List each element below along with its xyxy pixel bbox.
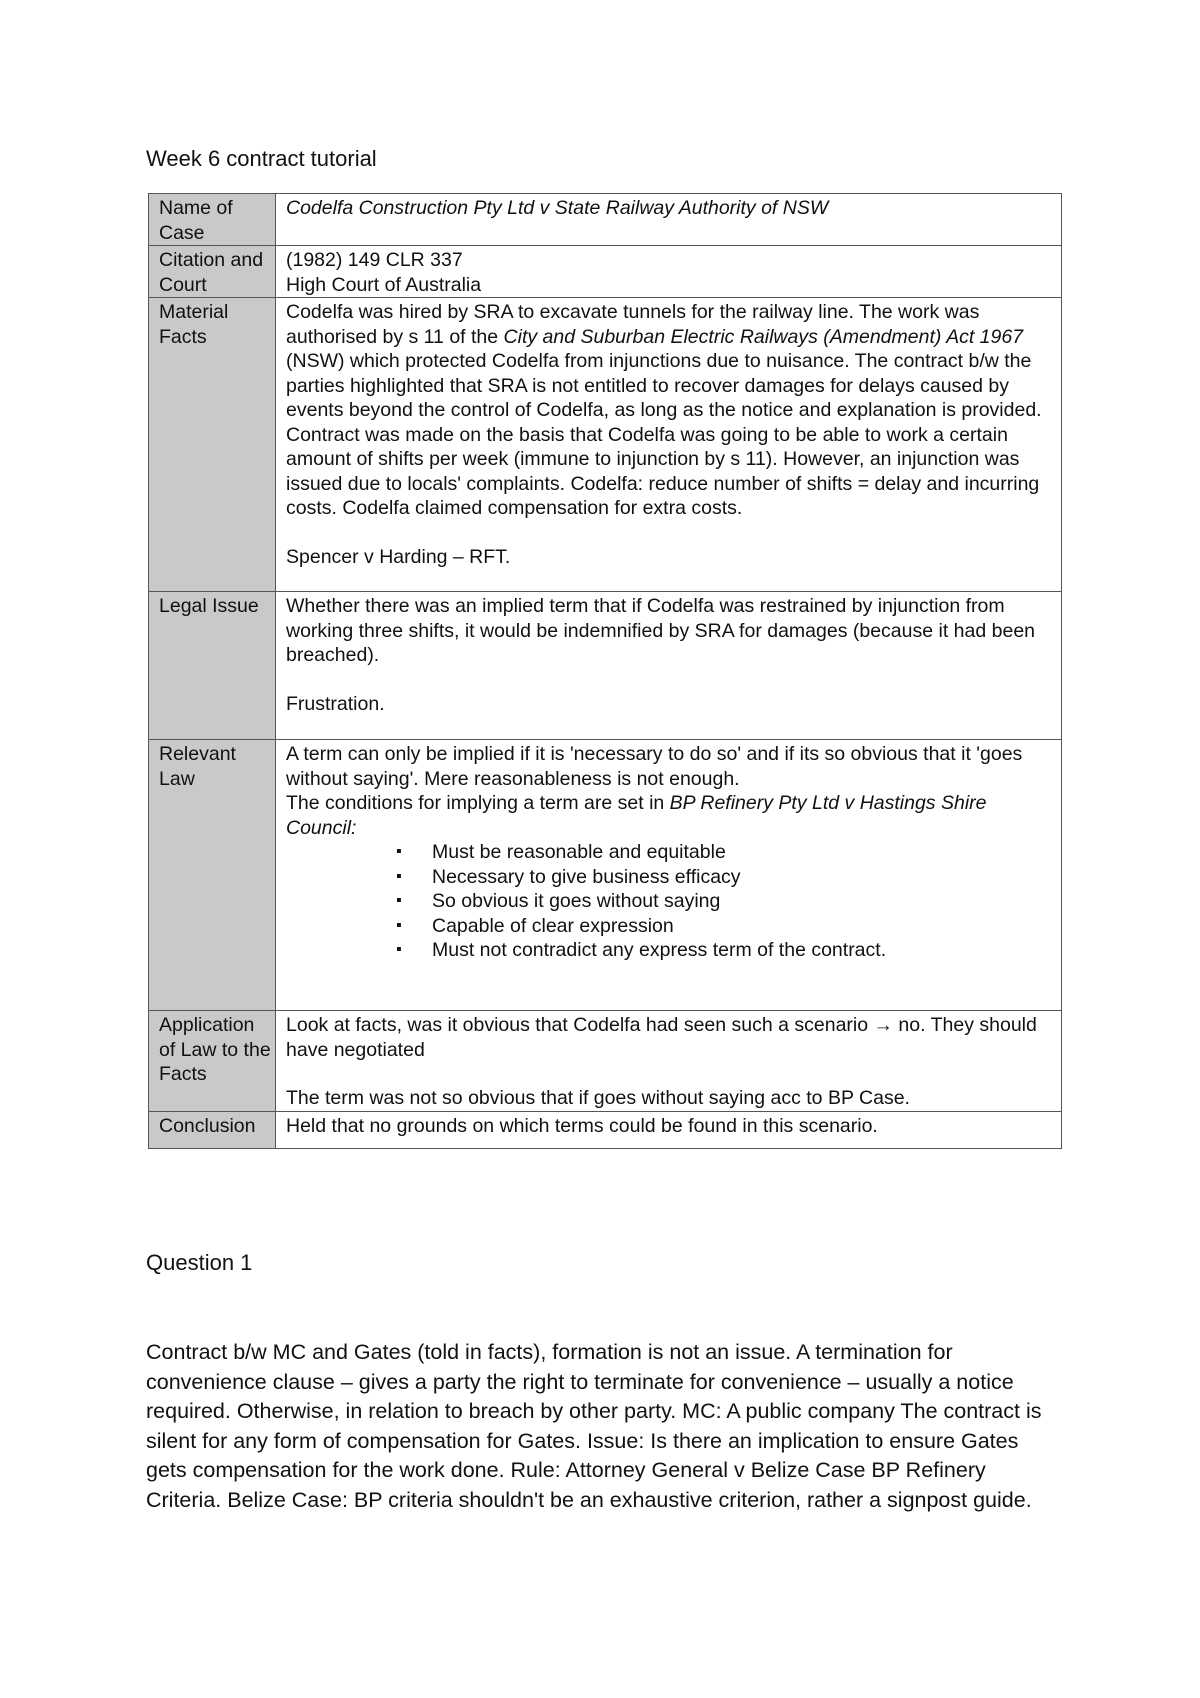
- bp-refinery-case: BP Refinery Pty Ltd v Hastings Shire Council:: [286, 792, 987, 839]
- act-name: City and Suburban Electric Railways (Amendment) Act 1967: [503, 325, 1024, 348]
- question-answer: Contract b/w MC and Gates (told in facts), formation is not an issue. A termination for convenience clause – gives a party the right to terminate for convenience – usually a notice required. Otherwise, in relation to breach by other party. MC: A public company The contract is silent for any form of compensation for Gates. Issue: Is there an implication to ensure Gates gets compensation for the work done. Rule: Attorney General v Belize Case BP Refinery Criteria. Belize Case: BP criteria shouldn't be an exhaustive criterion, rather a signpost guide.: [146, 1340, 1042, 1512]
- citation-reference: (1982) 149 CLR 337: [286, 249, 463, 271]
- material-facts-text-b: (NSW) which protected Codelfa from injunctions due to nuisance. The contract b/w the parties highlighted that SRA is not entitled to recover damages for delays caused by events beyond the control of Codelfa, as long as the notice and explanation is provided. Contract was made on the basis that Codelfa was going to be able to work a certain amount of shifts per week (immune to injunction by s 11). However, an injunction was issued due to locals' complaints. Codelfa: reduce number of shifts = delay and incurring costs. Codelfa claimed compensation for extra costs.: [286, 350, 1042, 519]
- list-item: ▪ Must not contradict any express term of the contract.: [432, 938, 1051, 963]
- material-facts-note: Spencer v Harding – RFT.: [286, 545, 511, 568]
- application-content: [276, 1011, 1062, 1112]
- label-application: Application of Law to the Facts: [149, 1011, 276, 1112]
- citation-court: High Court of Australia: [286, 273, 482, 296]
- label-relevant-law: Relevant Law: [149, 740, 276, 1011]
- list-item: ▪ Must be reasonable and equitable: [432, 840, 1051, 865]
- relevant-law-paragraph: A term can only be implied if it is 'necessary to do so' and if its so obvious that it 'goes without saying'. Mere reasonableness is not enough.: [286, 743, 1023, 790]
- relevant-law-text: The conditions for implying a term are set in: [286, 792, 670, 814]
- material-facts-paragraph: [286, 300, 1051, 521]
- conclusion-content: Held that no grounds on which terms could be found in this scenario.: [276, 1111, 1062, 1148]
- row-name-of-case: [149, 194, 1062, 246]
- conditions-list: [286, 840, 1051, 963]
- case-summary-table: [148, 193, 1062, 1149]
- label-name-of-case: Name of Case: [149, 194, 276, 246]
- legal-issue-frustration: Frustration.: [286, 692, 385, 715]
- row-conclusion: [149, 1111, 1062, 1148]
- application-bp-case: The term was not so obvious that if goes without saying acc to BP Case.: [286, 1087, 910, 1109]
- citation-content: [276, 246, 1062, 298]
- row-application: [149, 1011, 1062, 1112]
- application-paragraph: Look at facts, was it obvious that Codelfa had seen such a scenario → no. They should have negotiated: [286, 1014, 1037, 1061]
- label-legal-issue: Legal Issue: [149, 592, 276, 740]
- case-name: Codelfa Construction Pty Ltd v State Railway Authority of NSW: [276, 194, 1062, 246]
- question-heading: Question 1: [146, 1250, 253, 1275]
- document-title: Week 6 contract tutorial: [146, 146, 377, 171]
- relevant-law-conditions-intro: [286, 791, 1051, 840]
- list-item: ▪ Capable of clear expression: [432, 914, 1051, 939]
- label-material-facts: Material Facts: [149, 298, 276, 592]
- legal-issue-paragraph: Whether there was an implied term that if Codelfa was restrained by injunction from working three shifts, it would be indemnified by SRA for damages (because it had been breached).: [286, 595, 1036, 666]
- row-material-facts: [149, 298, 1062, 592]
- list-item: ▪ Necessary to give business efficacy: [432, 865, 1051, 890]
- relevant-law-content: [276, 740, 1062, 1011]
- list-item: ▪ So obvious it goes without saying: [432, 889, 1051, 914]
- legal-issue-content: [276, 592, 1062, 740]
- material-facts-text-a: Codelfa was hired by SRA to excavate tunnels for the railway line. The work was authorised by s 11 of the: [286, 301, 980, 348]
- row-citation: [149, 246, 1062, 298]
- label-conclusion: Conclusion: [149, 1111, 276, 1148]
- label-citation: Citation and Court: [149, 246, 276, 298]
- row-legal-issue: [149, 592, 1062, 740]
- row-relevant-law: [149, 740, 1062, 1011]
- material-facts-content: [276, 298, 1062, 592]
